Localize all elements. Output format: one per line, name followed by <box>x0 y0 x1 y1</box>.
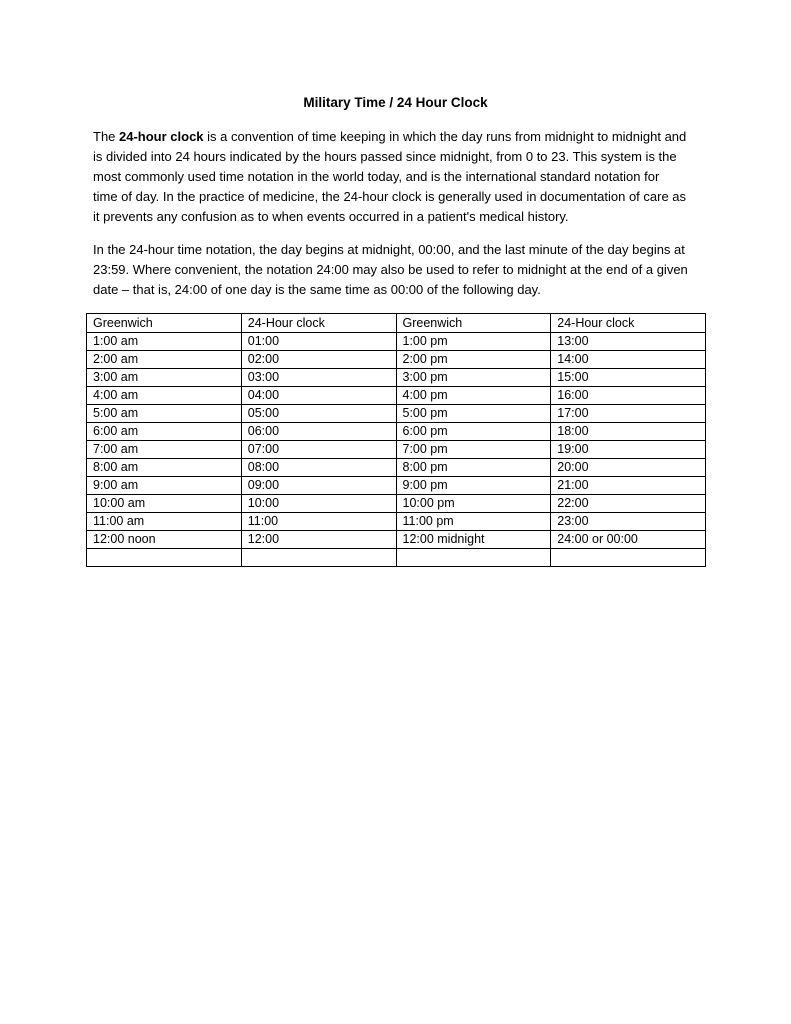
table-cell: 11:00 <box>241 513 396 531</box>
paragraph-line: most commonly used time notation in the world today, and is the international standard notation for <box>93 169 660 184</box>
table-cell: 6:00 pm <box>396 423 551 441</box>
table-cell: 02:00 <box>241 351 396 369</box>
table-row <box>87 351 706 369</box>
table-cell: 16:00 <box>551 387 706 405</box>
table-cell: 12:00 midnight <box>396 531 551 549</box>
table-row <box>87 369 706 387</box>
paragraph-line: is divided into 24 hours indicated by the hours passed since midnight, from 0 to 23. This system is the <box>93 149 677 164</box>
table-cell: 1:00 am <box>87 333 242 351</box>
table-row <box>87 513 706 531</box>
table-cell: 11:00 am <box>87 513 242 531</box>
table-cell: 05:00 <box>241 405 396 423</box>
table-cell: 01:00 <box>241 333 396 351</box>
table-cell: 3:00 am <box>87 369 242 387</box>
column-header: 24-Hour clock <box>241 314 396 333</box>
table-cell: 22:00 <box>551 495 706 513</box>
table-cell <box>396 549 551 567</box>
table-cell: 8:00 am <box>87 459 242 477</box>
table-cell: 10:00 pm <box>396 495 551 513</box>
table-cell: 7:00 pm <box>396 441 551 459</box>
table-cell: 2:00 pm <box>396 351 551 369</box>
column-header: Greenwich <box>396 314 551 333</box>
table-cell: 07:00 <box>241 441 396 459</box>
column-header: 24-Hour clock <box>551 314 706 333</box>
table-cell: 12:00 noon <box>87 531 242 549</box>
table-row <box>87 477 706 495</box>
table-cell: 7:00 am <box>87 441 242 459</box>
table-row <box>87 459 706 477</box>
notation-paragraph <box>93 240 705 300</box>
paragraph-line: In the 24-hour time notation, the day begins at midnight, 00:00, and the last minute of the day begins at <box>93 242 685 257</box>
table-cell: 2:00 am <box>87 351 242 369</box>
table-cell: 5:00 pm <box>396 405 551 423</box>
table-cell: 4:00 am <box>87 387 242 405</box>
table-cell: 17:00 <box>551 405 706 423</box>
table-cell: 04:00 <box>241 387 396 405</box>
table-cell: 03:00 <box>241 369 396 387</box>
table-cell: 1:00 pm <box>396 333 551 351</box>
table-row <box>87 387 706 405</box>
table-row <box>87 405 706 423</box>
page-title: Military Time / 24 Hour Clock <box>303 95 488 110</box>
table-cell: 08:00 <box>241 459 396 477</box>
table-cell: 4:00 pm <box>396 387 551 405</box>
text-span: The <box>93 129 120 144</box>
paragraph-line <box>93 127 705 147</box>
bold-term: 24-hour clock <box>119 129 204 144</box>
paragraph-line: it prevents any confusion as to when events occurred in a patient's medical history. <box>93 209 569 224</box>
time-conversion-table <box>86 313 706 567</box>
table-cell <box>241 549 396 567</box>
table-cell: 23:00 <box>551 513 706 531</box>
table-cell <box>87 549 242 567</box>
table-cell: 8:00 pm <box>396 459 551 477</box>
paragraph-line: 23:59. Where convenient, the notation 24:00 may also be used to refer to midnight at the end of a given <box>93 262 688 277</box>
table-cell: 10:00 <box>241 495 396 513</box>
table-cell: 24:00 or 00:00 <box>551 531 706 549</box>
table-cell: 15:00 <box>551 369 706 387</box>
table-cell: 06:00 <box>241 423 396 441</box>
table-cell: 6:00 am <box>87 423 242 441</box>
table-cell: 12:00 <box>241 531 396 549</box>
table-cell: 14:00 <box>551 351 706 369</box>
table-row <box>87 549 706 567</box>
table-cell: 13:00 <box>551 333 706 351</box>
table-cell: 18:00 <box>551 423 706 441</box>
table-cell: 11:00 pm <box>396 513 551 531</box>
table-cell: 19:00 <box>551 441 706 459</box>
intro-paragraph <box>93 127 705 227</box>
table-row <box>87 333 706 351</box>
table-cell: 9:00 pm <box>396 477 551 495</box>
table-cell: 3:00 pm <box>396 369 551 387</box>
table-row <box>87 423 706 441</box>
table-cell: 09:00 <box>241 477 396 495</box>
table-row <box>87 531 706 549</box>
paragraph-line: time of day. In the practice of medicine, the 24-hour clock is generally used in documentation of care as <box>93 189 687 204</box>
table-header-row <box>87 314 706 333</box>
table-cell: 9:00 am <box>87 477 242 495</box>
paragraph-line: date – that is, 24:00 of one day is the same time as 00:00 of the following day. <box>93 282 541 297</box>
column-header: Greenwich <box>87 314 242 333</box>
table-cell <box>551 549 706 567</box>
table-body <box>87 314 706 567</box>
table-cell: 21:00 <box>551 477 706 495</box>
table-row <box>87 441 706 459</box>
table-cell: 20:00 <box>551 459 706 477</box>
table-cell: 5:00 am <box>87 405 242 423</box>
table-cell: 10:00 am <box>87 495 242 513</box>
table-row <box>87 495 706 513</box>
text-span: is a convention of time keeping in which the day runs from midnight to midnight and <box>203 129 687 144</box>
